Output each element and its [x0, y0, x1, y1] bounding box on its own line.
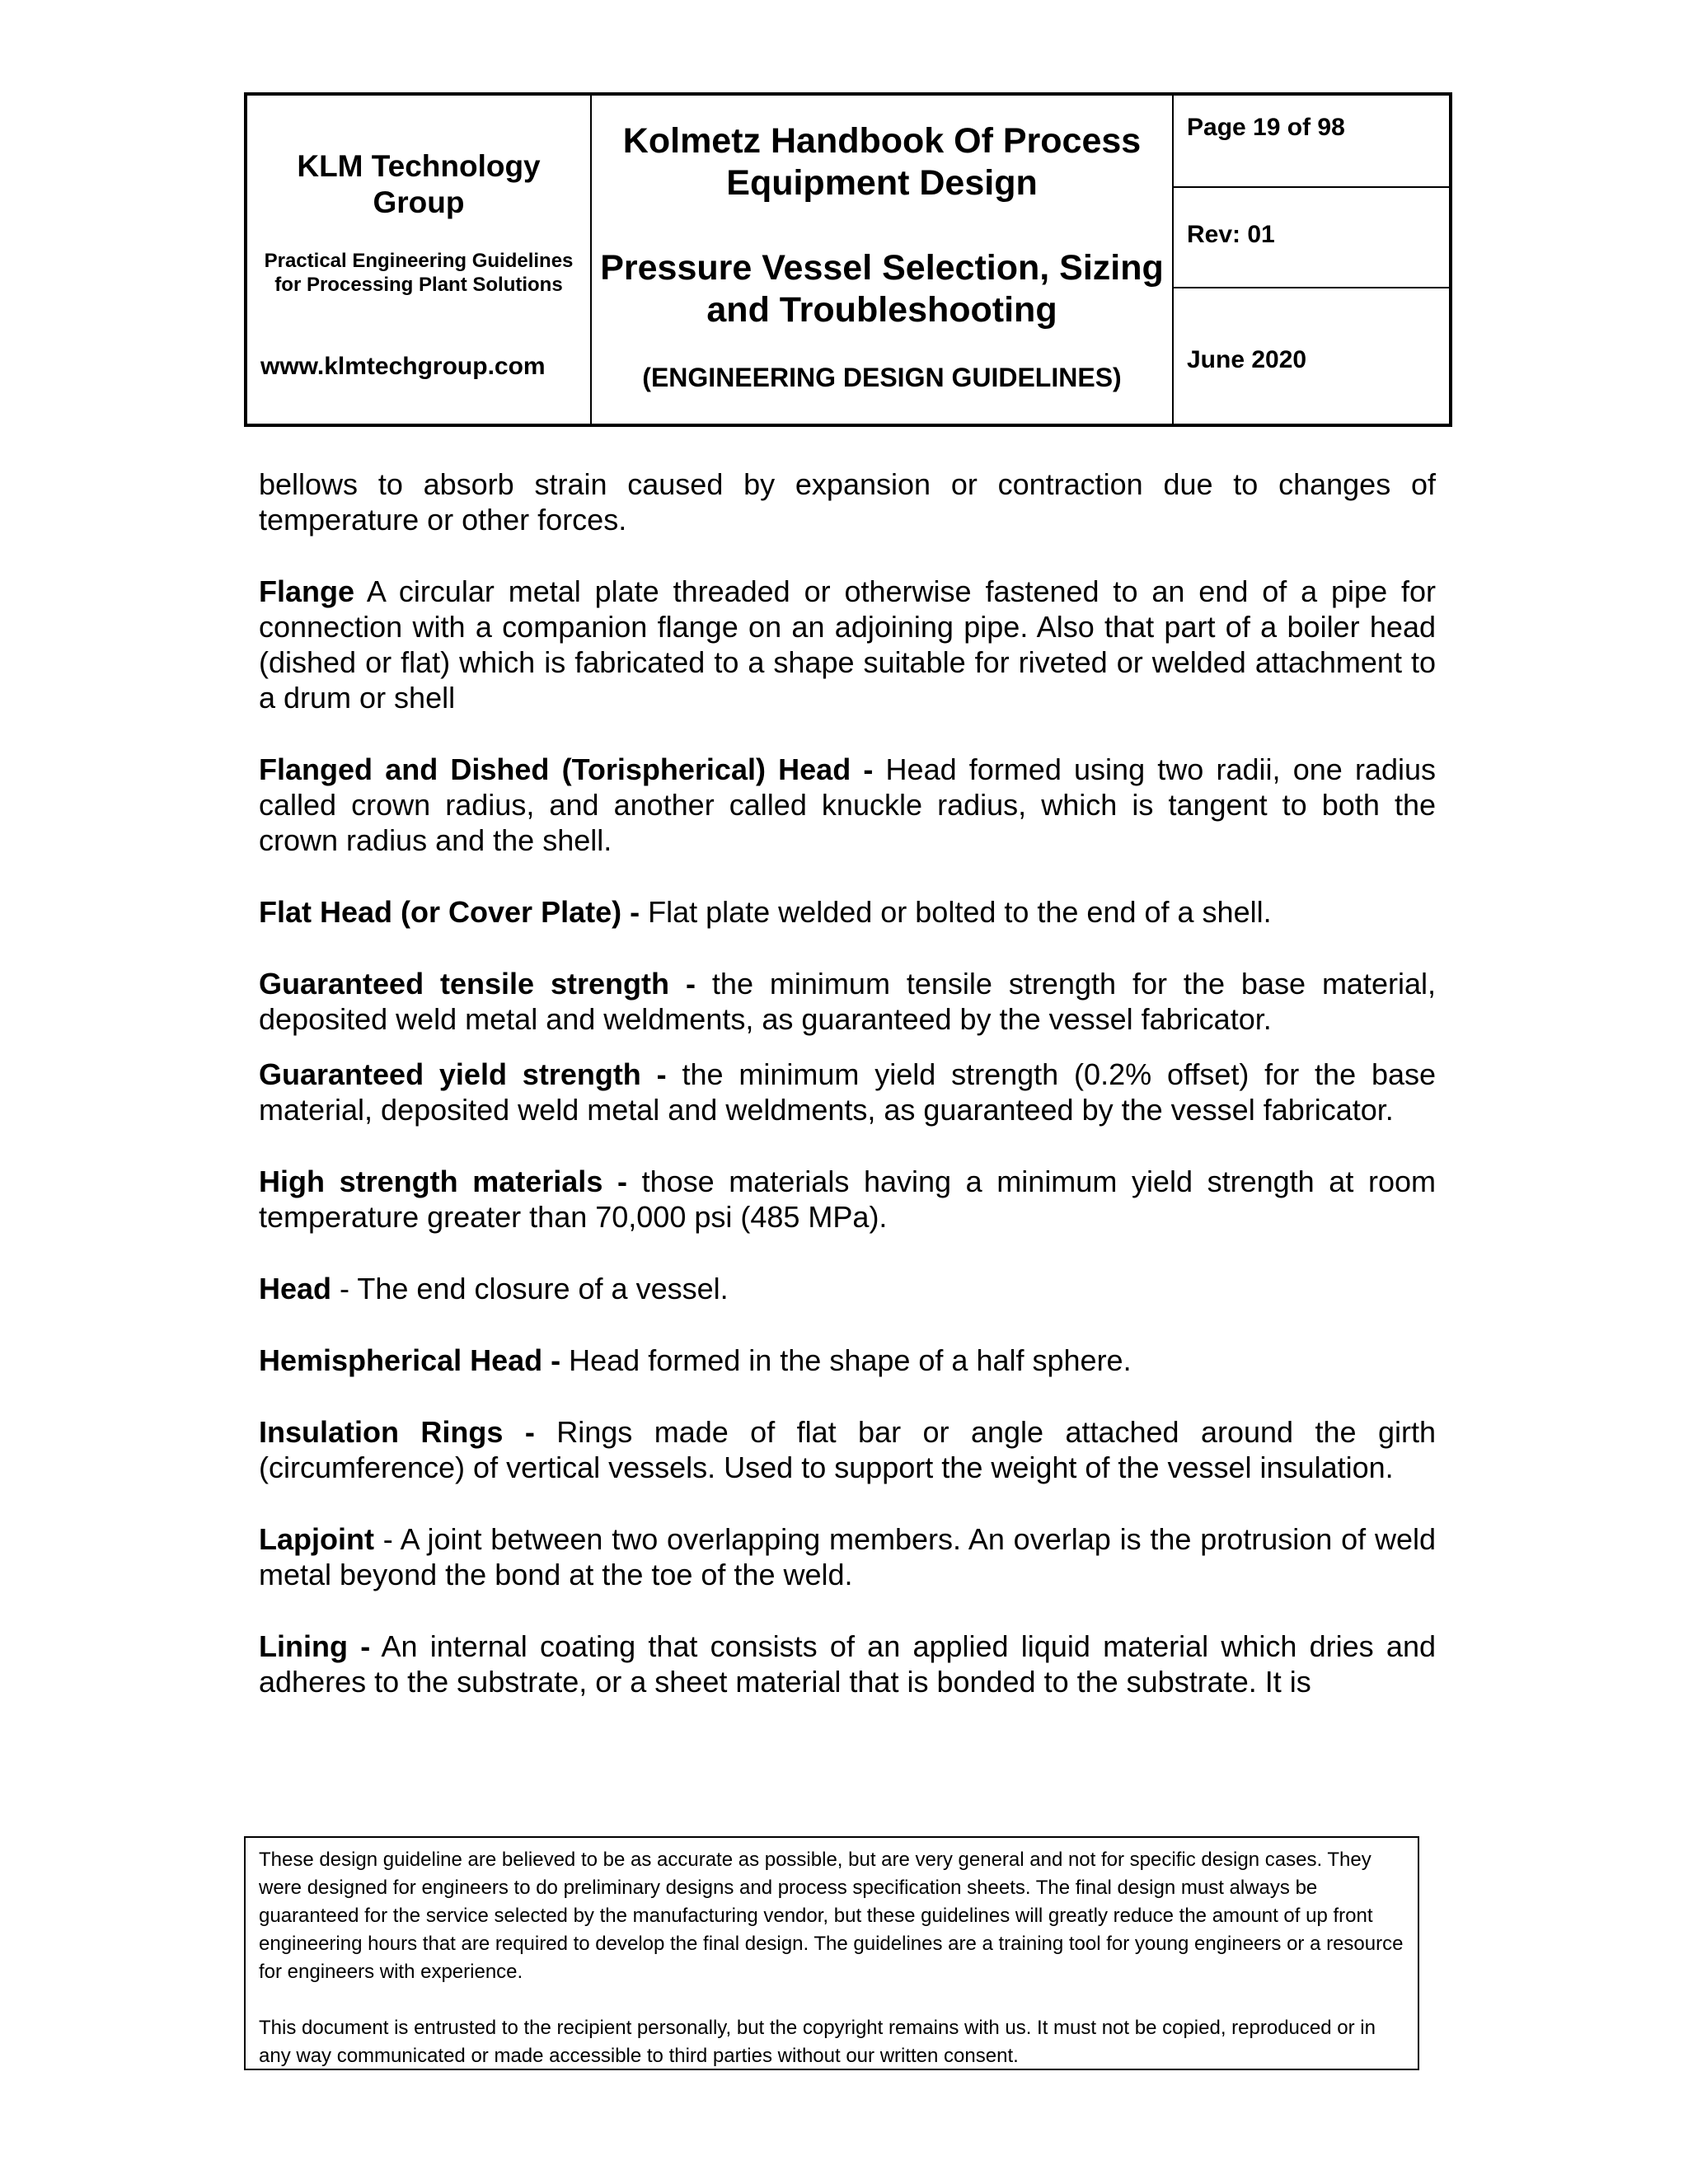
glossary-entry-torispherical-head	[259, 752, 1436, 858]
glossary-definition: A circular metal plate threaded or otherwise fastened to an end of a pipe for connection with a companion flange on an adjoining pipe. Also that part of a boiler head (dished or flat) which is fabricated to a shape suitable for riveted or welded attachment to a drum or shell	[259, 574, 1436, 715]
glossary-term: Hemispherical Head -	[259, 1343, 561, 1377]
glossary-definition: Head formed using two radii, one radius called crown radius, and another called knuckle radius, which is tangent to both the crown radius and the shell.	[259, 752, 1436, 857]
glossary-entry-flange	[259, 574, 1436, 715]
glossary-entry-head	[259, 1271, 1436, 1306]
glossary-entry-high-strength-materials	[259, 1164, 1436, 1235]
glossary-term: Lapjoint	[259, 1522, 374, 1556]
glossary-entry-lapjoint	[259, 1521, 1436, 1592]
revision: Rev: 01	[1187, 221, 1275, 248]
glossary-definition: Flat plate welded or bolted to the end of a shell.	[640, 895, 1272, 929]
glossary-term: Insulation Rings -	[259, 1415, 535, 1449]
document-header	[244, 92, 1452, 427]
glossary-term: Head	[259, 1272, 332, 1305]
glossary-term: High strength materials -	[259, 1165, 627, 1198]
document-title: Pressure Vessel Selection, Sizing and Troubleshooting	[600, 248, 1164, 330]
page-number: Page 19 of 98	[1187, 114, 1345, 141]
company-name: KLM Technology Group	[297, 149, 541, 219]
glossary-definition: - The end closure of a vessel.	[331, 1272, 729, 1305]
glossary-definition: - A joint between two overlapping members. An overlap is the protrusion of weld metal beyond the bond at the toe of the weld.	[259, 1522, 1436, 1591]
glossary-entry-lining	[259, 1629, 1436, 1699]
company-website: www.klmtechgroup.com	[260, 353, 546, 380]
copyright-notice: This document is entrusted to the recipient personally, but the copyright remains with us. It must not be copied, reproduced or in any way communicated or made accessible to third parties without our written consent.	[259, 2017, 1376, 2067]
glossary-definition: An internal coating that consists of an applied liquid material which dries and adheres to the substrate, or a sheet material that is bonded to the substrate. It is	[259, 1629, 1436, 1699]
glossary-entry-tensile-strength	[259, 966, 1436, 1037]
glossary-term: Guaranteed yield strength -	[259, 1057, 667, 1091]
glossary-term: Flanged and Dished (Torispherical) Head -	[259, 752, 874, 786]
glossary-term: Flat Head (or Cover Plate) -	[259, 895, 640, 929]
disclaimer-footer	[244, 1836, 1419, 2070]
document-subtitle: (ENGINEERING DESIGN GUIDELINES)	[642, 363, 1122, 392]
glossary-definition: the minimum tensile strength for the base material, deposited weld metal and weldments, as guaranteed by the vessel fabricator.	[259, 967, 1436, 1036]
header-title-cell	[592, 96, 1174, 424]
date-cell	[1174, 288, 1449, 424]
page-number-cell	[1174, 96, 1449, 188]
glossary-entry-yield-strength	[259, 1057, 1436, 1127]
company-tagline: Practical Engineering Guidelines for Processing Plant Solutions	[264, 250, 574, 296]
glossary-entry-flat-head	[259, 894, 1436, 930]
glossary-definition: the minimum yield strength (0.2% offset) for the base material, deposited weld metal and weldments, as guaranteed by the vessel fabricator.	[259, 1057, 1437, 1127]
revision-cell	[1174, 188, 1449, 288]
glossary-content	[259, 466, 1436, 1736]
continuation-paragraph: bellows to absorb strain caused by expansion or contraction due to changes of temperature or other forces.	[259, 467, 1436, 537]
glossary-definition: those materials having a minimum yield strength at room temperature greater than 70,000 psi (485 MPa).	[259, 1165, 1436, 1234]
header-company-cell	[247, 96, 592, 424]
handbook-title: Kolmetz Handbook Of Process Equipment Design	[622, 121, 1142, 203]
glossary-definition: Head formed in the shape of a half sphere.	[560, 1343, 1132, 1377]
glossary-entry-insulation-rings	[259, 1414, 1436, 1485]
glossary-term: Guaranteed tensile strength -	[259, 967, 696, 1001]
glossary-definition: Rings made of flat bar or angle attached around the girth (circumference) of vertical vessels. Used to support the weight of the vessel insulation.	[259, 1415, 1436, 1484]
document-date: June 2020	[1187, 346, 1307, 373]
disclaimer-text: These design guideline are believed to be as accurate as possible, but are very general and not for specific design cases. They were designed for engineers to do preliminary designs and process specification sheets. The final design must always be guaranteed for the service selected by the manufacturing vendor, but these guidelines will greatly reduce the amount of up front engineering hours that are required to develop the final design. The guidelines are a training tool for young engineers or a resource for engineers with experience.	[259, 1849, 1404, 1983]
glossary-term: Flange	[259, 574, 355, 608]
glossary-entry-hemispherical-head	[259, 1343, 1436, 1378]
glossary-term: Lining -	[259, 1629, 371, 1663]
header-meta-cell	[1174, 96, 1449, 424]
